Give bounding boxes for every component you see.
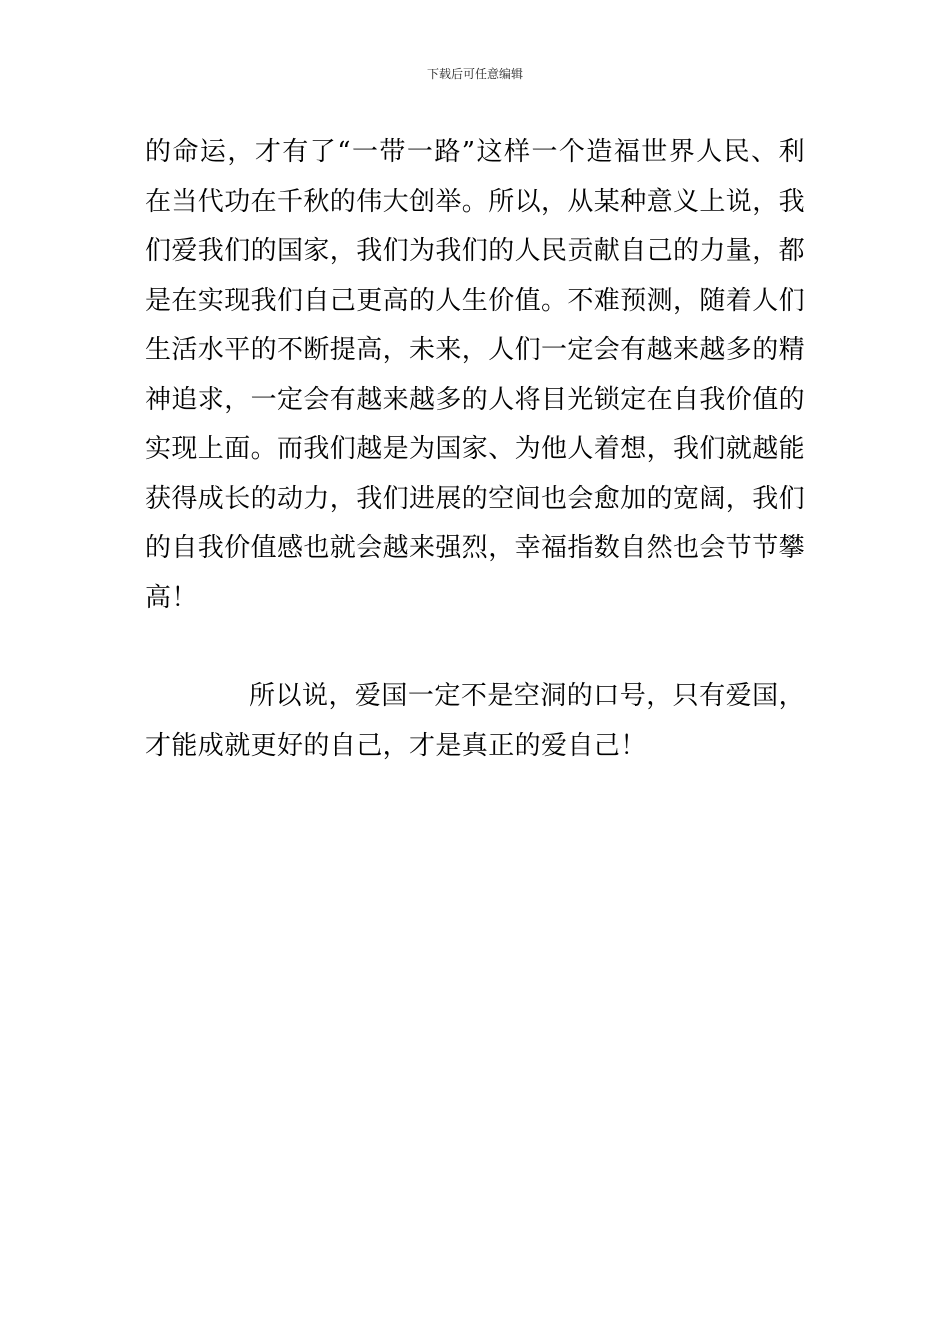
paragraph-2 (145, 672, 805, 771)
text-line: 高！ (145, 582, 198, 613)
text-line: 是在实现我们自己更高的人生价值。不难预测，随着人们 (145, 285, 806, 316)
paragraph-spacer (145, 623, 805, 672)
paragraph-1 (145, 128, 805, 623)
document-body (145, 128, 805, 771)
text-line: 的命运，才有了“一带一路”这样一个造福世界人民、利 (145, 137, 805, 167)
text-line: 实现上面。而我们越是为国家、为他人着想，我们就越能 (145, 434, 806, 464)
text-line: 生活水平的不断提高，未来，人们一定会有越来越多的精 (145, 335, 806, 365)
text-line: 才能成就更好的自己，才是真正的爱自己！ (145, 730, 647, 761)
page-header: 下载后可任意编辑 (426, 67, 523, 81)
text-line: 在当代功在千秋的伟大创举。所以，从某种意义上说，我 (145, 186, 806, 217)
text-line: 获得成长的动力，我们进展的空间也会愈加的宽阔，我们 (145, 483, 806, 514)
text-line: 的自我价值感也就会越来强烈，幸福指数自然也会节节攀 (145, 533, 806, 563)
text-line: 们爱我们的国家，我们为我们的人民贡献自己的力量，都 (145, 236, 806, 266)
text-line: 所以说，爱国一定不是空洞的口号，只有爱国， (249, 681, 805, 711)
text-line: 神追求，一定会有越来越多的人将目光锁定在自我价值的 (145, 384, 806, 415)
